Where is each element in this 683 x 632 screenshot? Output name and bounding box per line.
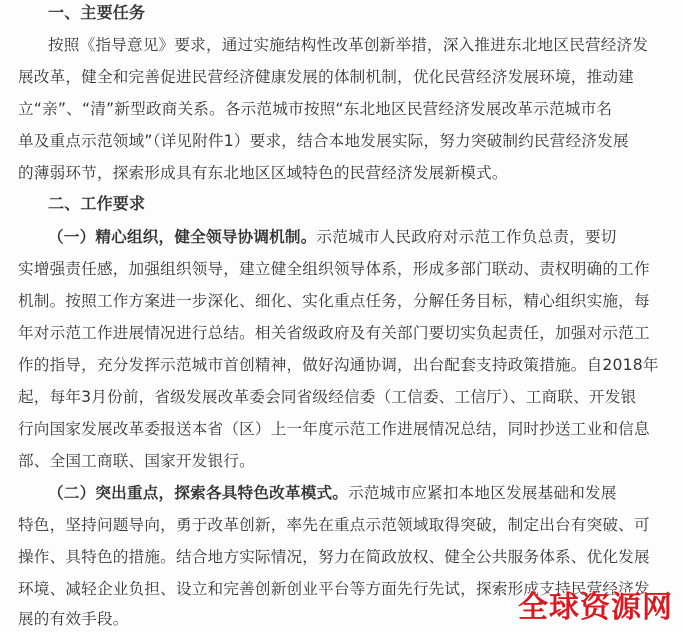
paragraph-line: 展的有效手段。: [18, 610, 129, 628]
paragraph-line: 单及重点示范领域”（详见附件1）要求，结合本地发展实际，努力突破制约民营经济发展: [18, 132, 629, 150]
section-heading-main-tasks: 一、主要任务: [48, 3, 146, 22]
item1-title: （一）精心组织，健全领导协调机制。: [48, 228, 317, 246]
item2-first-line: [48, 483, 617, 503]
paragraph-line: 环境、减轻企业负担、设立和完善创新创业平台等方面先行先试，探索形成支持民营经济发: [18, 580, 650, 598]
paragraph-line: 特色，坚持问题导向，勇于改革创新，率先在重点示范领域取得突破，制定出台有突破、可: [18, 516, 650, 534]
paragraph-line: 展改革，健全和完善促进民营经济健康发展的体制机制，优化民营经济发展环境，推动建: [18, 68, 634, 86]
paragraph-line: 按照《指导意见》要求，通过实施结构性改革创新举措，深入推进东北地区民营经济发: [48, 36, 649, 54]
paragraph-line: 机制。按照工作方案进一步深化、细化、实化重点任务，分解任务目标，精心组织实施，每: [18, 292, 650, 310]
paragraph-line: 实增强责任感，加强组织领导，建立健全组织领导体系，形成多部门联动、责权明确的工作: [18, 260, 650, 278]
watermark-logo: 全球资源网: [518, 590, 673, 625]
paragraph-line: 起，每年3月份前，省级发展改革委会同省级经信委（工信委、工信厅）、工商联、开发银: [18, 388, 637, 406]
paragraph-line: 年对示范工作进展情况进行总结。相关省级政府及有关部门要切实负起责任，加强对示范工: [18, 324, 650, 342]
item1-first-line: [48, 227, 617, 247]
section-heading-work-requirements: 二、工作要求: [48, 194, 146, 213]
item2-first-line-text: 示范城市应紧扣本地区发展基础和发展: [348, 484, 617, 502]
paragraph-line: 操作、具特色的措施。结合地方实际情况，努力在简政放权、健全公共服务体系、优化发展: [18, 548, 650, 566]
paragraph-line: 立“亲”、“清”新型政商关系。各示范城市按照“东北地区民营经济发展改革示范城市名: [18, 100, 613, 118]
paragraph-line: 的薄弱环节，探索形成具有东北地区区域特色的民营经济发展新模式。: [18, 164, 508, 182]
item1-first-line-text: 示范城市人民政府对示范工作负总责，要切: [316, 228, 617, 246]
paragraph-line: 行向国家发展改革委报送本省（区）上一年度示范工作进展情况总结，同时抄送工业和信息: [18, 420, 650, 438]
paragraph-line: 作的指导，充分发挥示范城市首创精神，做好沟通协调，出台配套支持政策措施。自2018年: [18, 356, 659, 374]
paragraph-line: 部、全国工商联、国家开发银行。: [18, 452, 255, 470]
item2-title: （二）突出重点，探索各具特色改革模式。: [48, 484, 349, 502]
